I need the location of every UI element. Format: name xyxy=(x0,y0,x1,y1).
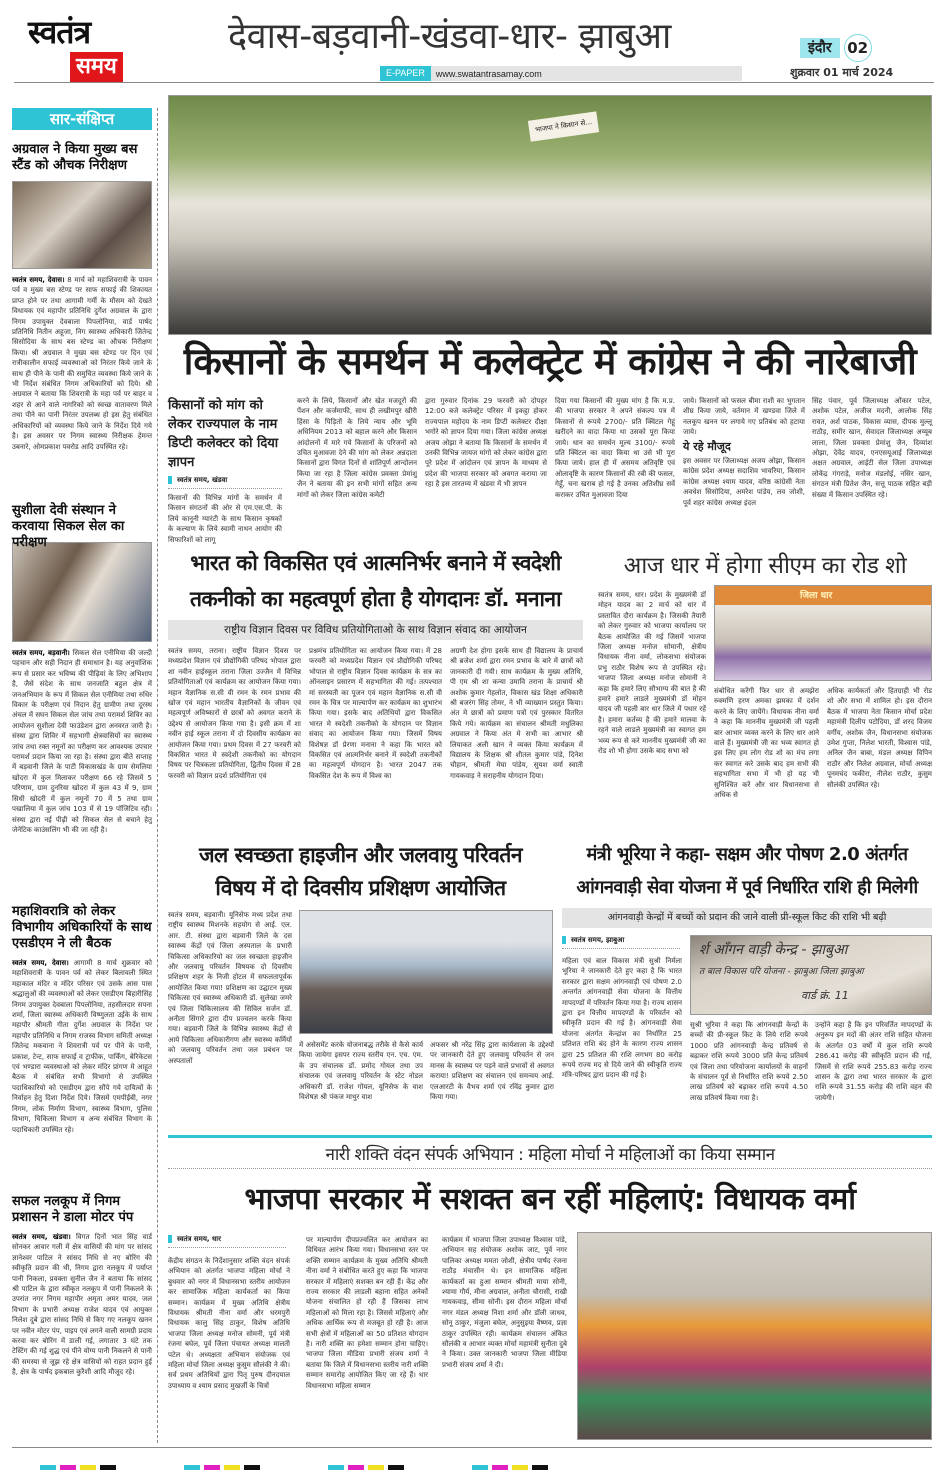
dhar-col-1: स्वतंत्र समय, धार। प्रदेश के मुख्यमंत्री डॉ मोहन यादव का 2 मार्च को धार में प्रस्तावित दौरा कार्यक्रम है। जिसकी तैयारी को लेकर गुरुवार को भाजपा कार्यालय पर बैठक आयोजित की गई जिसमें भाजपा जिला अध्यक्ष मनोज सोमानी, क्षेत्रीय विधायक नीना वर्मा, लोकसभा संयोजक प्रभु राठौर विशेष रूप से उपस्थित रहे। भाजपा जिला अध्यक्ष मनोज सोमानी ने कहा कि हमारे लिए सौभाग्य की बात है की हमारे हमारे लाडले मुख्यमंत्री डॉ मोहन यादव जी पहली बार धार जिले में पधार रहें है। हमारा कर्तव्य है की हमारे मालवा के रहने वाले लाडले मुख्यमंत्री का स्वागत हम भव्य रूप से करे माननीय मुख्यमंत्री जी का रोड शो भी होगा उसके बाद सभा को xyxy=(598,591,706,756)
women-col-2: पर माल्यार्पण दीपप्रज्वलित कर आयोजन का विधिवत आरंभ किया गया। विधानसभा स्तर पर शक्ति सम्मान कार्यक्रम के मुख्य अतिथि श्रीमती नीना वर्मा ने संबोधित करते हुए कहा कि भाजपा सरकार में महिलाएं सशक्त बन रही हैं। केंद्र और राज्य सरकार की लाडली बहाना सहित अनेकों योजना संचालित हो रही हैं जिसका लाभ महिलाओं को मिला रहा है। जिससे महिलाएं और अधिक आर्थिक रूप से मजबूत हो रही है। आज सभी क्षेत्रों में महिलाओं का 50 प्रतिशत योगदान है। नारी शक्ति का हमेशा सम्मान होना चाहिए। भाजपा जिला मीडिया प्रभारी संजय शर्मा ने बताया कि जिले में विधानसभा स्तरीय नारी शक्ति सम्मान समारोह आयोजित किए जा रहे हैं। धार विधानसभा महिला सम्मान xyxy=(306,1236,428,1390)
logo xyxy=(28,14,148,86)
footer-rule xyxy=(12,1447,932,1448)
women-felicitation-photo xyxy=(577,1232,932,1440)
dhar-headline: आज धार में होगा सीएम का रोड शो xyxy=(623,553,907,579)
dhar-col-2: संबोधित करेंगी फिर धार से अमझेरा रुक्मणि हरण अमका झमका में दर्शन करने के लिए जायेंगे। विधायक नीना वर्मा ने कहा कि माननीय मुख्यमंत्री जी पहली बार आभार व्यक्त करने के लिए धार आने वाले हैं। मुख्यमंत्री जी का भव्य स्वागत हो इस लिए हम लोग रोड शो का मंच लगा कर स्वागत करे उसके बाद हम सभी की सहभागिता सभा में भी हो यह भी सुनिश्चित करें और धार विधानसभा से अधिक से xyxy=(714,687,819,800)
website-link[interactable]: www.swatantrasamay.com xyxy=(435,68,542,79)
anganwadi-byline: स्वतंत्र समय, झाबुआ xyxy=(562,936,680,949)
bjp-meeting-photo xyxy=(714,585,932,681)
lead-col-4: दिया गया किसानों की मुख्य मांग है कि म.प्र. की भाजपा सरकार ने अपने संकल्प पत्र में किसानों से रूपये 2700/- प्रति क्विंटल गेहूं खरीदने का वादा किया था उसको पूरा किया जाये। धान का समर्थन मूल्य 3100/- रूपये प्रति क्विंटल का वादा किया था उसे भी पूरा किया जाये। हाल ही में असमय अतिवृष्टि एवं ओलावृष्टि के कारण किसानों की रबी की फसल, गेहूँ, चना खराब हो गई है उनका अतिशीघ्र सर्वे कराकर उचित मुआवजा दिया xyxy=(555,397,675,499)
science-subhead: राष्ट्रीय विज्ञान दिवस पर विविध प्रतियोगिताओ के साथ विज्ञान संवाद का आयोजन xyxy=(168,620,583,640)
sidebar-title: सार-संक्षिप्त xyxy=(12,108,152,130)
logo-bottom: समय xyxy=(70,52,123,82)
anganwadi-subhead: आंगनवाड़ी केन्द्रों में बच्चों को प्रदान की जाने वाली प्री-स्कूल किट की राशि भी बढ़ी xyxy=(562,908,932,928)
photo-banner-text: जिला धार xyxy=(800,591,833,601)
women-byline: स्वतंत्र समय, धार xyxy=(168,1235,286,1248)
lead-present-subhead: ये रहे मौजूद xyxy=(683,440,731,453)
header-rule xyxy=(14,82,934,83)
water-col-1: स्वतंत्र समय, बड़वानी। यूनिसेफ मध्य प्रदेश तथा राष्ट्रीय स्वास्थ्य मिशनके सहयोग से आई. एल. आर. टी. संस्था द्वारा बड़वानी जिले के दस स्वास्थ्य केंद्रों एवं जिला अस्पताल के प्रभारी चिकित्सा अधिकारियो का जल स्वच्छता हाइजीन और जलवायु परिवर्तन विषयक दो दिवसीय प्रशिक्षण शहर के निजी होटल में सफलतापूर्वक आयोजित किया गया! प्रशिक्षण का उद्घाटन मुख्य चिकित्सा एवं स्वास्थ्य अधिकारी डॉ. सुलेखा जमरे एवं जिला चिकित्सालय की सिविल सर्जन डॉ. अनीता सिंगारे द्वारा दीप प्रज्वलन करके किया गया। बड़वानी जिले के विभिन्न स्वास्थ्य केंद्रों से आये चिकित्सा अधिकारीगण और स्वास्थ्य कर्मियों को जलवायु परिवर्तन तथा जल प्रबंधन पर अस्पतालों xyxy=(168,911,292,1065)
section-rule xyxy=(168,1135,932,1138)
sidebar-headline: सफल नलकूप में निगम प्रशासन ने डाला मोटर पंप xyxy=(12,1194,134,1225)
lead-col-5-text: इस अवसर पर जिलाध्यक्ष अजय ओझा, किसान कांग्रेस प्रदेश अध्यक्ष सदाशिव भावरिया, किसान कांग्रेस अध्यक्ष श्याम यादव, वरिष्ठ कांग्रेसी नेता अवधेश सिसोदिया, अमरेश पांडेय, लव जोशी, पूर्व शहर कांग्रेस अध्यक्ष इंदल xyxy=(683,457,805,507)
lead-col-5-text: जाये। किसानों को फसल बीमा राशी का भुगतान शीघ्र किया जाये, वर्तमान में खण्डवा जिले में नलकूप खनन पर लगाये गए प्रतिबंध को हटाया जाये। xyxy=(683,397,805,437)
water-headline-2: विषय में दो दिवसीय प्रशिक्षण आयोजित xyxy=(215,876,506,900)
sidebar-story-text: स्वतंत्र समय, खंडवा। विगत दिनों भात सिंह वार्ड सोनकर आवार गली में क्षेत्र वासियों की मांग पर सांसद ज्ञानेश्वर पाटिल ने सांसद निधि से नए बोरिंग की स्वीकृति प्रदान की थी, निगम द्वारा नलकूप में पर्याप्त पानी निकला, प्रवक्ता सुनील जैन ने बताया कि सांसद श्री पाटिल के द्वारा स्वीकृत नलकूप में पानी निकलने के उपरांत नगर निगम महापौर अमृता अमर यादव, जल विभाग के प्रभारी अध्यक्ष राजेश यादव एवं आयुक्त निलेश दुबे द्वारा सांसद निधि से किए गए नलकूप खनन पर नवीन मोटर पंप, पाइप एवं लगने वाली सामग्री प्रदाय करवा कर बोरिंग में डाली गई, लगातार 3 घंटे तक टेस्टिंग की गई शुद्ध एवं पीने योग्य पानी निकलने से पानी की समस्या से जूझ रहे क्षेत्र वासियों को राहत प्रदान हुई है, क्षेत्र के पार्षद इकबाल कुरैशी आदि मौजूद रहे। xyxy=(12,1233,153,1377)
science-headline-2: तकनीको का महत्वपूर्ण होता है योगदानः डॉ. मनाना xyxy=(189,587,562,611)
sidebar-headline: महाशिवरात्रि को लेकर विभागीय अधिकारियों के साथ एसडीएम ने ली बैठक xyxy=(12,904,152,951)
lead-byline: स्वतंत्र समय, खंडवा xyxy=(168,476,282,489)
science-headline-1: भारत को विकसित एवं आत्मनिर्भर बनाने में स्वदेशी xyxy=(190,551,561,575)
dhar-col-3: अधिक कार्यकर्ता और हितग्राही भी रोड शो और सभा में शामिल हो। इस दौरान बैठक में भाजपा नेता किसान मोर्चा प्रदेश महामंत्री दिलीप पटोदिया, डॉ शरद विजय वर्गीय, अशोक जैन, विधानसभा संयोजक उमेश गुप्ता, निलेश भारती, विश्वास पांडे, अनिल जैन बाबा, मंडल अध्यक्ष विपिन राठौर और निलेश अग्रवाल, मोर्चा अध्यक्ष पूनमचंद फकीरा, नीलेश राठौर, कुसुम सौलंकी उपस्थित रहे। xyxy=(827,687,932,789)
anganwadi-headline-2: आंगनवाड़ी सेवा योजना में पूर्व निर्धारित राशि ही मिलेगी xyxy=(576,877,918,898)
anganwadi-col-1: महिला एवं बाल विकास मंत्री सुश्री निर्मला भूरिया ने जानकारी देते हुए कहा है कि भारत सरकार द्वारा सक्षम आंगनवाड़ी एवं पोषण 2.0 अन्तर्गत आंगनवाड़ी सेवा योजना के वित्तीय मापदण्डों में परिवर्तन किया गया है। राज्य शासन द्वारा इन वित्तीय मापदण्डों के परिवर्तन को स्वीकृति प्रदान की गई है। आंगनवाड़ी सेवा योजना अंतर्गत केन्द्रांश का निर्धारित 25 प्रतिशत राशि बंद होने के कारण राज्य शासन द्वारा 25 प्रतिशत की राशि लगभग 80 करोड़ रूपये राज्य मद से दिये जाने की स्वीकृति राज्य मंत्रि-परिषद द्वारा प्रदान की गई है। xyxy=(562,957,682,1080)
science-col-3: अग्रणी देश होगा इसके साथ ही विद्यालय के प्राचार्य श्री ब्रजेश शर्मा द्वारा रमन प्रभाव के बारे में छात्रों को जानकारी दी गयी। साथ कार्यक्रम के मुख्य अतिथि, पी एम श्री शा कन्या उमावि तराना के प्राचार्य श्री अशोक कुमार गेहलोत, विकास खंड शिक्षा अधिकारी श्री बजरंग सिंह तोमर, ने भी व्याख्यान प्रस्तुत किया। अंत मे छात्रों को प्रमाण पत्रों एवं पुरस्कार वितरित किये गये। कार्यक्रम का संचालन श्रीमती मधुलिका अग्रवाल ने किया अंत मे सभी का आभार श्री लियाकत अली खान ने व्यक्त किया कार्यक्रम में विद्यालय के शिक्षक श्री शीतल कुमार पांडे, दिनेश चौहान, श्रीमती मेघा पांडेय, सुयश वर्मा स्वाती गायकवाड़ ने सराहनीय योगदान दिया। xyxy=(450,647,583,780)
anganwadi-col-2: सुश्री भूरिया ने कहा कि आंगनवाड़ी केन्द्रों के बच्चों की प्री-स्कूल किट के लिये राशि रूपये 1000 प्रति आंगनवाड़ी केन्द्र प्रतिवर्ष से बढ़ाकर राशि रूपये 3000 प्रति केन्द्र प्रतिवर्ष एवं जिला तथा परियोजना कार्यालयों के वाहनों के संचालन पूर्व से निर्धारित राशि रूपये 2.50 लाख प्रतिवर्ष को बढ़ाकर राशि रूपये 4.50 लाख प्रतिवर्ष किया गया है। xyxy=(690,1021,808,1102)
women-headline: भाजपा सरकार में सशक्त बन रहीं महिलाएं: विधायक वर्मा xyxy=(244,1182,856,1217)
water-headline-1: जल स्वच्छता हाइजीन और जलवायु परिवर्तन xyxy=(198,843,523,867)
color-registration-marks xyxy=(40,1455,940,1474)
water-col-2: में असेसमेंट करके योजनाबद्ध तरीके से कैसे कार्य किया जायेगा इसपर राज्य स्तरीय एन. एच. एम. के उप संचालक डॉ. प्रमोद गोयल तथा उप संचालक एवं जलवायु परिवर्तन के स्टेट नोडल अधिकारी डॉ. राजेश गोयल, यूनिसेफ के वाश विशेषज्ञ श्री पंकज माथुर वाश xyxy=(299,1041,423,1102)
sign-line-2: त बाल विकास परि योजना - झाबुआ जिला झाबुआ xyxy=(699,967,864,977)
sidebar-headline: अग्रवाल ने किया मुख्य बस स्टैंड को औचक निरीक्षण xyxy=(12,142,138,173)
science-col-2: प्रश्नमंच प्रतियोगिता का आयोजन किया गया। में 28 फरवरी को मध्यप्रदेश विज्ञान एवं प्रौद्योगिकी परिषद भोपाल से राष्ट्रीय विज्ञान दिवस कार्यक्रम के सत्र का ऑनलाइन प्रसारण में सहभागिता की गई। तत्पश्चात मां सरस्वती का पूजन एवं महान वैज्ञानिक स.सी वी रमन के चित्र पर माल्यार्पण कर कार्यक्रम का शुभारंभ किया गया। इसके बाद अतिथियों द्वारा विकसित भारत मे स्वदेशी तकनीको के योगदान पर विज्ञान संवाद का आयोजन किया गया। जिसमें विषय विशेषज्ञ डॉ प्रेरणा मनाना ने कहा कि भारत को विकसित एवं आत्मनिर्भर बनाने में स्वदेशी तकनीकों का महत्वपूर्ण योगदान है। भारत 2047 तक विकसित देश के रूप में विश्व का xyxy=(309,647,442,780)
edition-title: देवास-बड़वानी-खंडवा-धार- झाबुआ xyxy=(228,16,671,57)
training-group-photo xyxy=(299,910,553,1034)
logo-top: स्वतंत्र xyxy=(28,13,91,51)
congress-protest-photo xyxy=(168,95,932,335)
page-number: 02 xyxy=(844,34,872,62)
sign-line-1: र्श आँगन वाड़ी केन्द्र - झाबुआ xyxy=(699,942,848,958)
women-col-1: केंद्रीय संगठन के निर्देशानुसार शक्ति वंदन संपर्क अभियान को अंतर्गत भाजपा महिला मोर्चा ने बुधवार को नगर में विधानसभा स्तरीय आयोजन कर सामाजिक महिला कार्यकर्ता का किया सम्मान। कार्यक्रम में मुख्य अतिथि क्षेत्रीय विधायक श्रीमती नीना वर्मा और धरमपुरी विधायक कालु सिंह ठाकुर, विशेष अतिथि भाजपा जिला अध्यक्ष मनोज सोमनी, पूर्व मंत्री रंजना बघेल, पूर्व जिला पंचायत अध्यक्ष मालती पटेल थे। अध्यक्षता अभियान संयोजक एवं महिला मोर्चा जिला अध्यक्ष कुसुम सौलंकी ने की। सर्व प्रथम अतिथियों द्वारा पितृ पुरुष दीनदयाल उपाध्याय व श्याम प्रसाद मुखर्जी के चित्रों xyxy=(168,1257,290,1390)
women-col-3: कार्यक्रम में भाजपा जिला उपाध्यक्ष विश्वास पांडे, अभियान सह संयोजक अशोक जाट, पूर्व नगर पालिका अध्यक्ष ममता जोशी, क्षेत्रीय पार्षद रंजना राठौड़ मंचासीन थे। इन सामाजिक महिला कार्यकर्ता का हुआ सम्मान श्रीमती माया सोनी, श्यामा गौर्य, मीना अग्रवाल, अनीता चौरासी, राखी गायकवाड़, सीमा सोनी। इस दौरान महिला मोर्चा नगर मंडल अध्यक्ष निशा शर्मा और डॉली जाधव, सोनू ठाकुर, मंजुला बघेल, अनुसुइया वैष्णव, प्रज्ञा ठाकुर उपस्थित रही। कार्यक्रम संचालन अंकित सौलंकी व आभार व्यक्त मोर्चा महामंत्री सुनीता दुबे ने किया। उक्त जानकारी भाजपा जिला मीडिया प्रभारी संजय शर्मा ने दी। xyxy=(442,1236,567,1369)
lead-col-1: किसानों की विभिन्न मांगों के समर्थन में किसान संगठनों की ओर से एम.एस.पी. के लिये कानूनी ग्यारंटी के साथ किसान कृषकों के कल्याण के लिये स्वामी नाथन आयोग की सिफारिशों को लागू xyxy=(168,494,282,544)
sidebar-headline: सुशीला देवी संस्थान ने करवाया सिकल सेल का परीक्षण xyxy=(12,503,125,550)
masthead xyxy=(0,0,945,84)
edition-box xyxy=(800,34,872,62)
lead-headline: किसानों के समर्थन में कलेक्ट्रेट में कांग्रेस ने की नारेबाजी xyxy=(183,340,917,383)
sign-line-3: वार्ड क्रं. 11 xyxy=(801,989,849,1002)
bus-stand-photo xyxy=(12,181,152,269)
anganwadi-centre-photo xyxy=(690,935,932,1015)
edition-city: इंदौर xyxy=(800,38,840,58)
sidebar-story-text: स्वतंत्र समय, देवास। 8 मार्च को महाशिवरात्री के पावन पर्व व मुख्य बस स्टेण्ड पर साफ सफाई की शिकायत प्राप्त होने पर तथा आगामी गर्मी के मौसम को देखते विधायक एवं महापौर प्रतिनिधि दुर्गेश अग्रवाल के द्वारा निगम उपायुक्त देवबाला पिपलोनिया, वार्ड पार्षद प्रतिनिधि नितीन अहूजा, निग स्वास्थ्य अधिकारी जितेन्द्र सिसोदिया के साथ बस स्टेण्ड का औचक निरीक्षण किया। श्री अग्रवाल ने मुख्य बस स्टेण्ड पर दिन एवं रात्रीकालीन सफाई व्यवस्थाओ को निरंतर किये जाने के साथ ही पीने के पानी की समुचित व्यवस्था किये जाने के भी निर्देश संबंधित निगम अधिकारियों को दिये। श्री अग्रवाल ने बताया कि शिवरात्री के महा पर्व पर बाहर व शहर से आने वाले नागरिको को स्वच्छ वातावरण मिले तथा पीने का पानी निरंतर उपलब्ध हो इस हेतु संबंधित अधिकारियों को व्यवस्था किये जाने के निर्देश दिये गये है। इस अवसर पर निगम स्वास्थ्य निरीक्षक हेमन्त उबनारे, ओमप्रकाश पवरोड आदि उपस्थित रहे। xyxy=(12,276,152,451)
column-divider xyxy=(157,108,158,1443)
sidebar-story-text: स्वतंत्र समय, देवास। आगामी 8 मार्च शुक्रवार को महाशिवरात्री के पावन पर्व को लेकर बिलावली स्थित महाकाल मंदिर व मंदिर परिसर एवं उसके आस पास श्रद्धालुओं की व्यवस्थाओं को लेकर एसडीएम बिहारीसिंह निगम उपायुक्त देवबाला पिपलोनिया, तहसीलदार सपना शर्मा, जिला स्वास्थ्य अधिकारी विष्णुलता उईके के साथ महापौर श्रीमती गीता दुर्गेश अग्रवाल के निर्देश पर महापौर प्रतिनिधि व निगम राजस्व विभाग समिती अध्यक्ष जितेन्द्र मकवाना ने शिवरात्री पर्व पर पीने के पानी, प्रकाश, टेन्ट, साफ सफाई व ट्राफीक, पार्किंग, बेरिकेटस एवं भण्डारा व्यवस्थाओ को लेकर मंदिर प्रांगण मे आहूत बैठक मे संबंधित सभी विभागो से उपस्थित पदाधिकारियो को एसडीएम द्वारा सौंपे गये दायित्वों के निर्वाहन हेतु दिशा निर्देश दिये। जिसमे एमपीईबी, नगर निगम, लोक निर्माण विभाग, स्वास्थ्य विभाग, पुलिस विभाग, चिकित्सा विभाग व अन्य संबंधित विभाग के पदाधिकारी उपस्थित रहे। xyxy=(12,959,152,1134)
photo-placard: भाजपा ने किसान से... xyxy=(528,111,600,141)
lead-subhead: किसानों को मांग को लेकर राज्यपाल के नाम डिप्टी कलेक्टर को दिया ज्ञापन xyxy=(168,398,279,470)
issue-date: शुक्रवार 01 मार्च 2024 xyxy=(790,66,894,79)
lead-first-column xyxy=(168,396,282,544)
sickle-cell-test-photo xyxy=(12,542,152,642)
lead-col-3: द्वारा गुरुवार दिनांक 29 फरवरी को दोपहर 12:00 बजे कलेक्ट्रेट परिसर में इकट्ठा होकर राज्यपाल महोदय के नाम डिप्टी कलेक्टर दीक्षा भगोरे को ज्ञापन दिया गया। जिला कांग्रेस अध्यक्ष अजय ओझा ने बताया कि किसानों के समर्थन में उनकी विभिन्न जायज मांगो को लेकर कांग्रेस द्वारा पूरे प्रदेश में आंदोलन एवं ज्ञापन के माध्यम से प्रदेश की भाजपा सरकार को अवगत कराया जा रहा है इस तारतम्य में खंडवा में भी ज्ञापन xyxy=(425,397,547,489)
anganwadi-col-3: उन्होंने कहा है कि इन परिवर्तित मापदण्डों के अनुरूप इन मदों की अंतर राशि सहित योजना के अंतर्गत 03 वर्षों में कुल राशि रूपये 286.41 करोड़ की स्वीकृति प्रदान की गई, जिसमें से राशि रूपये 255.83 करोड़ राज्य शासन के द्वारा तथा भारत सरकार के द्वारा राशि रूपये 31.55 करोड़ की राशि वहन की जायेगी। xyxy=(815,1021,932,1102)
anganwadi-headline-1: मंत्री भूरिया ने कहा- सक्षम और पोषण 2.0 अंतर्गत xyxy=(586,844,908,865)
science-col-1: स्वतंत्र समय, तराना। राष्ट्रीय विज्ञान दिवस पर मध्यप्रदेश विज्ञान एवं प्रौद्योगिकी परिषद भोपाल द्वारा शा नवीन हाईस्कूल तराना जिला उज्जैन में विभिन्न प्रतियोगिताओं एवं कार्यक्रम का आयोजन किया गया। महान वैज्ञानिक स.सी वी रमन के रमन प्रभाव की खोज एवं महान भारतीय वैज्ञानिकों के जीवन एवं महत्वपूर्ण अविष्कारों से छात्रों को अवगत कराने के उद्देश्य से आयोजन किया गया है। इसी क्रम में शा नवीन हाई स्कूल तराना में दो दिवसीय कार्यक्रम का आयोजन किया गया। प्रथम दिवस में 27 फरवरी को विकसित भारत मे स्वदेशी तकनीको का योगदान विषय पर चित्रकला प्रतियोगिता, द्वितीय दिवस में 28 फरवरी को विज्ञान प्रदर्श प्रतियोगिता एवं xyxy=(168,647,301,780)
lead-col-6: सिंह पंवार, पूर्व जिलाध्यक्ष ओंकार पटेल, अशोक पटेल, अजीज मदनी, आलोक सिंह रावत, अर्श पाठक, विकास व्यास, दीपक मुल्लू राठौड़, समीर खान, सेवादल जिलाध्यक्ष अय्यूब लाला, जिला प्रवक्ता प्रेमांशु जैन, दिव्यांश ओझा, देवेंद्र यादव, एनएसयूआई जिलाध्यक्ष अक्षत अग्रवाल, आईटी सेल जिला उपाध्यक्ष लोकेंद्र गंगराड़े, मनोज मंडलोई, नसिर खान, संगठन मंत्री प्रितेश जैन, सत्तू पाठक सहित बड़ी संख्या में किसान उपस्थित रहे। xyxy=(812,397,932,499)
lead-col-2: करने के लिये, किसानों और खेत मजदूरों की पेंशन और कर्जमाफी, साथ ही लखीमपुर खीरी हिंसा के पिड़ितों के लिये न्याय और भूमि अधिनियम 2013 को बहाल करने और किसान आंदोलनों में मारे गये किसानों के परिजनों को उचित मुआवजा देने की मांग को लेकर अन्नदाता किसानों द्वारा विगत दिनों से शांतिपूर्ण आन्दोलन किया जा रहा है जिला कांग्रेस प्रवक्ता प्रेमांशु जैन ने बताया की इन सभी मांगों सहित अन्य मांगों को लेकर जिला कांग्रेस कमेटी xyxy=(297,397,417,499)
lead-col-5 xyxy=(683,396,805,538)
women-banner: नारी शक्ति वंदन संपर्क अभियान : महिला मोर्चा ने महिलाओं का किया सम्मान xyxy=(168,1142,932,1169)
water-col-3: अफसर श्री नरेंद्र सिंह द्वारा कार्यशाला के उद्देश्यों पर जानकारी देते हुए जलवायु परिवर्तन से जन मानस के स्वास्थ्य पर पड़ने वाले प्रभावों से अवगत कराया! प्रशिक्षण का संचालन एवं समन्वय आई. एलआरटी के वैभव शर्मा एवं रविंद्र कुमार द्वारा किया गया। xyxy=(430,1041,554,1102)
sidebar-story-text: स्वतंत्र समय, बड़वानी। सिकल सेल एनीमिया की जल्दी पहचान और सही निदान ही समाधान है। यह अनुवांशिक रूप से प्रसार कर भविष्य की पीढ़ियां के लिए अभिशाप है, जैसे संदेश के साथ जनजाति बहुल क्षेत्र में जनअभियान के रूप में सिकल सेल एनीमिया तथा रुधिर विकार के परीक्षण एवं निदान हेतु ग्रामीण तथा दूरस्थ अंचल में सघन सिकल सेल जांच तथा परामर्श शिविर का आयोजन सुशीला देवी फाउंडेशन द्वारा अनवरत जारी है। संस्था द्वारा शिविर में सहभागी क्षेत्रवासियों का स्वास्थ्य जांच तथा रक्त नमूनों का परीक्षण कर आवश्यक उपचार परामर्श प्रदान किया जा रहा है। संस्था द्वारा बीते सप्ताह में बड़वानी जिले के पाटी विकासखंड के ग्राम सेमलिया खोदरा में कुल मिलाकर परीक्षण 66 रहे जिसमें 5 परिणाम, ग्राम दुनरिया खोदरा में कुल 43 में 9, ग्राम सिधी खोदरी में कुल नमूनों 70 में 5 तथा ग्राम पखालिया में कुल जांच 103 में से 19 पॉजिटिव रही। संस्था द्वारा नई पीढ़ी को सिकल सेल से बचाने हेतु जेनेटिक काउंसलिंग भी की जा रही है। xyxy=(12,649,152,834)
epaper-bar xyxy=(380,66,742,81)
sidebar xyxy=(12,108,152,1443)
epaper-label: E-PAPER xyxy=(380,66,431,81)
